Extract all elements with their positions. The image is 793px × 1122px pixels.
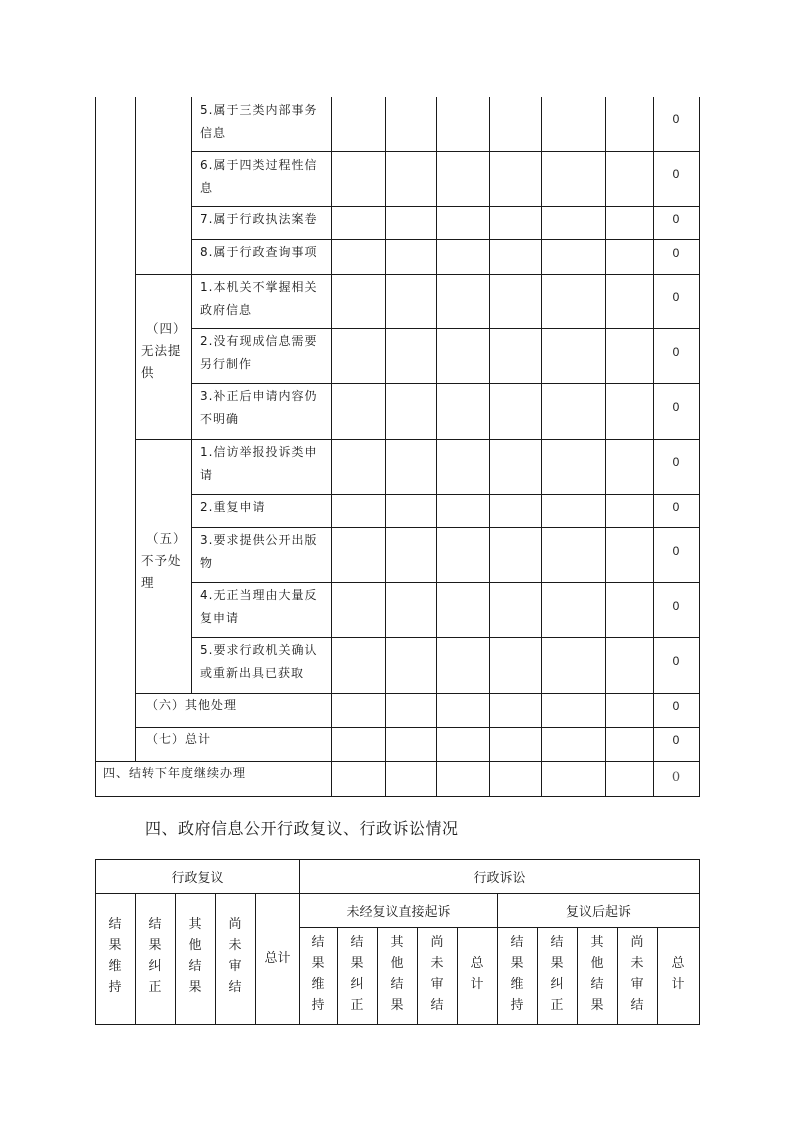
column-header: 尚未审结 (630, 935, 644, 1013)
grid-line (417, 927, 418, 1025)
review-header: 行政复议 (171, 871, 224, 886)
grid-line (191, 97, 192, 693)
grid-line (436, 97, 437, 796)
cell-value: 0 (672, 599, 680, 613)
grid-line (191, 527, 699, 528)
grid-line (191, 206, 699, 207)
row-label: 2.重复申请 (200, 500, 266, 514)
cell-value: 0 (672, 290, 680, 304)
column-header: 其他结果 (188, 917, 202, 995)
cell-value: 0 (672, 544, 680, 558)
column-header: 总计 (671, 956, 685, 992)
row-label: 4.无正当理由大量反 复申请 (200, 588, 318, 625)
grid-line (457, 927, 458, 1025)
row-label: 5.要求行政机关确认 或重新出具已获取 (200, 643, 318, 680)
grid-line (95, 859, 700, 860)
row-label: 7.属于行政执法案卷 (200, 212, 318, 226)
column-header: 尚未审结 (430, 935, 444, 1013)
cell-value: 0 (672, 345, 680, 359)
cell-value: 0 (672, 500, 680, 514)
row-label: （六）其他处理 (146, 698, 238, 712)
column-header: 结果维持 (311, 935, 325, 1013)
column-header: 其他结果 (390, 935, 404, 1013)
grid-line (653, 97, 654, 796)
row-label: 6.属于四类过程性信 息 (200, 158, 318, 195)
after-review-suit-header: 复议后起诉 (565, 905, 631, 920)
column-header: 结果纠正 (550, 935, 564, 1013)
grid-line (135, 97, 136, 761)
grid-line (191, 494, 699, 495)
grid-line (215, 893, 216, 1025)
grid-line (135, 727, 699, 728)
grid-line (191, 383, 699, 384)
grid-line (191, 151, 699, 152)
row-label: 3.补正后申请内容仍 不明确 (200, 389, 318, 426)
row-label: 5.属于三类内部事务 信息 (200, 103, 318, 140)
column-header: 其他结果 (590, 935, 604, 1013)
grid-line (95, 893, 700, 894)
grid-line (95, 97, 96, 796)
grid-line (699, 859, 700, 1025)
cell-value: 0 (672, 455, 680, 469)
grid-line (135, 893, 136, 1025)
column-header: 总计 (264, 951, 291, 966)
grid-line (331, 97, 332, 796)
cell-value: 0 (672, 400, 680, 414)
grid-line (135, 439, 699, 440)
row-label: 2.没有现成信息需要 另行制作 (200, 334, 318, 371)
cell-value: 0 (672, 733, 680, 747)
cell-value: 0 (672, 167, 680, 181)
grid-line (191, 239, 699, 240)
grid-line (191, 637, 699, 638)
grid-line (537, 927, 538, 1025)
grid-line (657, 927, 658, 1025)
cell-value: 0 (672, 246, 680, 260)
cell-value: 0 (672, 212, 680, 226)
grid-line (577, 927, 578, 1025)
row-label: 1.本机关不掌握相关 政府信息 (200, 280, 318, 317)
column-header: 尚未审结 (228, 917, 242, 995)
cell-value: 0 (672, 112, 680, 126)
grid-line (699, 97, 700, 796)
grid-line (175, 893, 176, 1025)
grid-line (95, 1024, 700, 1025)
grid-line (191, 328, 699, 329)
column-header: 结果维持 (108, 917, 122, 995)
grid-line (605, 97, 606, 796)
cell-value: 0 (672, 654, 680, 668)
cell-value: 0 (671, 770, 681, 785)
grid-line (489, 97, 490, 796)
column-header: 结果纠正 (148, 917, 162, 995)
column-header: 结果纠正 (350, 935, 364, 1013)
litigation-header: 行政诉讼 (473, 871, 526, 886)
grid-line (191, 582, 699, 583)
row-label: 四、结转下年度继续办理 (103, 766, 247, 780)
grid-line (617, 927, 618, 1025)
grid-line (135, 274, 699, 275)
grid-line (385, 97, 386, 796)
row-label: 3.要求提供公开出版 物 (200, 533, 318, 570)
row-label: 1.信访举报投诉类申 请 (200, 445, 318, 482)
grid-line (337, 927, 338, 1025)
column-header: 结果维持 (510, 935, 524, 1013)
row-label: 8.属于行政查询事项 (200, 245, 318, 259)
group-label: （四） 无法提 供 (141, 321, 187, 380)
group-label: （五） 不予处 理 (141, 531, 187, 590)
grid-line (95, 796, 700, 797)
grid-line (299, 927, 700, 928)
column-header: 总计 (470, 956, 484, 992)
cell-value: 0 (672, 699, 680, 713)
section-title: 四、政府信息公开行政复议、行政诉讼情况 (145, 819, 459, 838)
direct-suit-header: 未经复议直接起诉 (346, 905, 451, 920)
grid-line (541, 97, 542, 796)
row-label: （七）总计 (146, 732, 212, 746)
grid-line (377, 927, 378, 1025)
